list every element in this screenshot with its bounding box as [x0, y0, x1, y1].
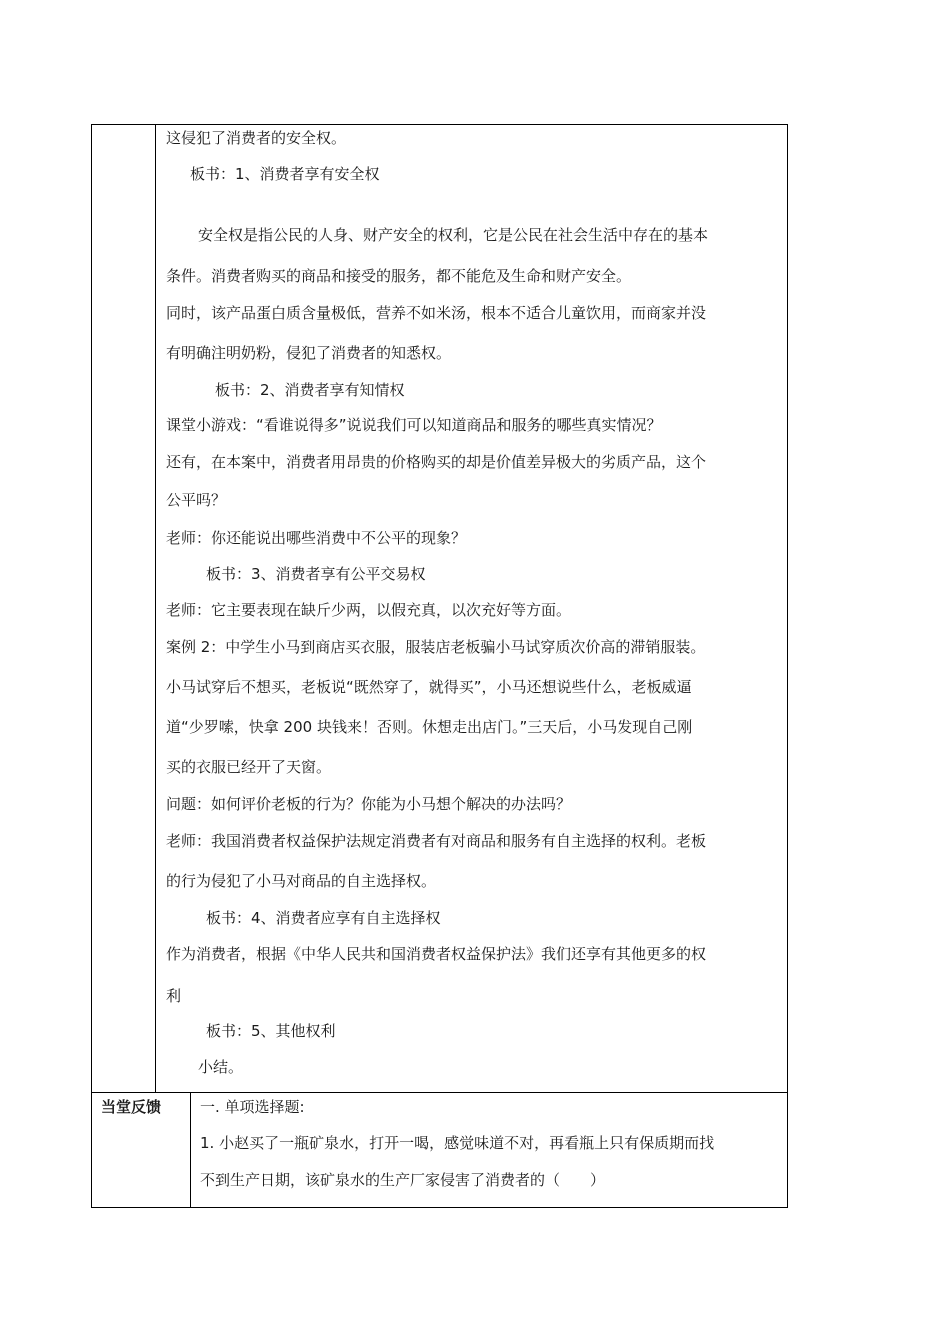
- lesson-line: 利: [166, 987, 182, 1005]
- blackboard-note: 板书：4、消费者应享有自主选择权: [206, 909, 441, 927]
- lower-column-divider: [190, 1092, 191, 1208]
- lesson-line: 同时，该产品蛋白质含量极低，营养不如米汤，根本不适合儿童饮用，而商家并没: [166, 304, 707, 322]
- blackboard-note: 板书：1、消费者享有安全权: [190, 165, 380, 183]
- blackboard-note: 板书：5、其他权利: [206, 1022, 336, 1040]
- lesson-line: 有明确注明奶粉，侵犯了消费者的知悉权。: [166, 344, 452, 362]
- table-right-border: [787, 124, 788, 1208]
- blackboard-note: 板书：2、消费者享有知情权: [215, 381, 405, 399]
- blackboard-note: 板书：3、消费者享有公平交易权: [206, 565, 426, 583]
- lesson-line: 条件。消费者购买的商品和接受的服务，都不能危及生命和财产安全。: [166, 267, 632, 285]
- lesson-line: 公平吗？: [166, 491, 227, 509]
- question-line: 1. 小赵买了一瓶矿泉水，打开一喝，感觉味道不对，再看瓶上只有保质期而找: [200, 1134, 715, 1152]
- lesson-line: 安全权是指公民的人身、财产安全的权利，它是公民在社会生活中存在的基本: [198, 226, 709, 244]
- table-left-border: [91, 124, 92, 1208]
- upper-column-divider: [155, 124, 156, 1092]
- table-top-border: [91, 124, 788, 125]
- lesson-line: 小马试穿后不想买，老板说“既然穿了，就得买”，小马还想说些什么，老板威逼: [166, 678, 692, 696]
- lesson-line: 案例 2：中学生小马到商店买衣服，服装店老板骗小马试穿质次价高的滞销服装。: [166, 638, 706, 656]
- row-divider: [91, 1092, 788, 1093]
- lesson-line: 小结。: [198, 1058, 244, 1076]
- lesson-line: 课堂小游戏：“看谁说得多”说说我们可以知道商品和服务的哪些真实情况？: [166, 416, 662, 434]
- feedback-header: 当堂反馈: [101, 1098, 162, 1116]
- table-bottom-border: [91, 1207, 788, 1208]
- lesson-line: 老师：它主要表现在缺斤少两，以假充真，以次充好等方面。: [166, 601, 572, 619]
- lesson-line: 买的衣服已经开了天窗。: [166, 758, 332, 776]
- lesson-line: 问题：如何评价老板的行为？你能为小马想个解决的办法吗？: [166, 795, 572, 813]
- lesson-line: 道“少罗嗦，快拿 200 块钱来！否则。休想走出店门。”三天后，小马发现自己刚: [166, 718, 693, 736]
- lesson-line: 老师：我国消费者权益保护法规定消费者有对商品和服务有自主选择的权利。老板: [166, 832, 707, 850]
- question-line: 不到生产日期，该矿泉水的生产厂家侵害了消费者的（ ）: [200, 1171, 606, 1189]
- lesson-line: 这侵犯了消费者的安全权。: [166, 129, 347, 147]
- lesson-line: 老师：你还能说出哪些消费中不公平的现象？: [166, 529, 467, 547]
- lesson-line: 还有，在本案中，消费者用昂贵的价格购买的却是价值差异极大的劣质产品，这个: [166, 453, 707, 471]
- lesson-line: 的行为侵犯了小马对商品的自主选择权。: [166, 872, 437, 890]
- lesson-line: 作为消费者，根据《中华人民共和国消费者权益保护法》我们还享有其他更多的权: [166, 945, 707, 963]
- question-section-title: 一. 单项选择题:: [200, 1098, 305, 1116]
